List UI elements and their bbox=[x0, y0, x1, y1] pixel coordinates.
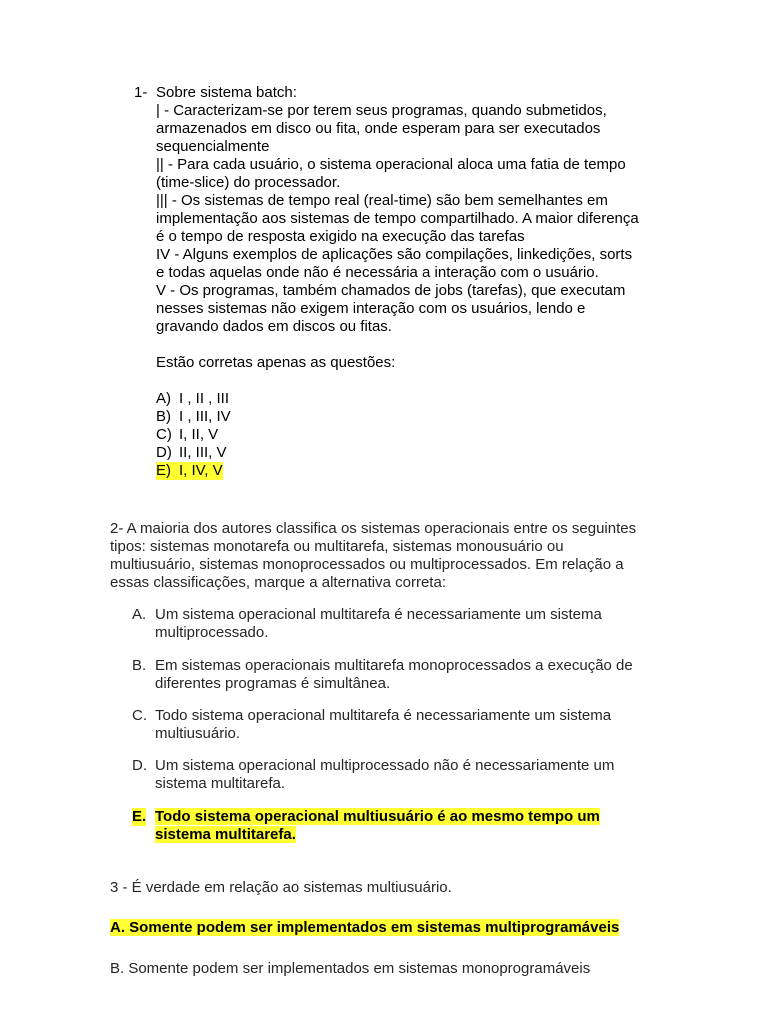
question-3-stem: 3 - É verdade em relação ao sistemas multiusuário. bbox=[110, 879, 452, 896]
statement-line: implementação aos sistemas de tempo compartilhado. A maior diferença bbox=[156, 210, 639, 227]
statement-line: nesses sistemas não exigem interação com os usuários, lendo e bbox=[156, 300, 586, 317]
question-1-title: Sobre sistema batch: bbox=[156, 84, 297, 101]
option-c: C) I, II, V bbox=[156, 426, 219, 443]
option-b: B) I , III, IV bbox=[156, 408, 231, 425]
statement-line: ||| - Os sistemas de tempo real (real-time) são bem semelhantes em bbox=[156, 192, 608, 209]
question-3-option-b: B. Somente podem ser implementados em sistemas monoprogramáveis bbox=[110, 960, 591, 977]
question-3-option-a-correct: A. Somente podem ser implementados em sistemas multiprogramáveis bbox=[110, 919, 620, 936]
question-1-prompt: Estão corretas apenas as questões: bbox=[156, 354, 396, 371]
statement-line: gravando dados em discos ou fitas. bbox=[156, 318, 392, 335]
statement-line: armazenados em disco ou fita, onde esperam para ser executados bbox=[156, 120, 601, 137]
statement-line: sequencialmente bbox=[156, 138, 270, 155]
statement-line: IV - Alguns exemplos de aplicações são compilações, linkedições, sorts bbox=[156, 246, 633, 263]
statement-line: || - Para cada usuário, o sistema operacional aloca uma fatia de tempo bbox=[156, 156, 626, 173]
statement-line: | - Caracterizam-se por terem seus programas, quando submetidos, bbox=[156, 102, 607, 119]
question-1-body bbox=[156, 84, 656, 480]
statement-line: (time-slice) do processador. bbox=[156, 174, 341, 191]
question-2-stem: 2- A maioria dos autores classifica os sistemas operacionais entre os seguintes tipos: sistemas monotarefa ou multitarefa, sistemas monousuário ou multiusuário, sistemas monoprocessados ou multiprocessados. Em relação a essas classificações, marque a alternativa correta: bbox=[110, 520, 637, 591]
option-d: D) II, III, V bbox=[156, 444, 227, 461]
question-1-number: 1- bbox=[134, 84, 148, 101]
statement-line: e todas aquelas onde não é necessária a interação com o usuário. bbox=[156, 264, 599, 281]
correct-answer-highlight: E) I, IV, V bbox=[156, 462, 223, 479]
question-2: 2- A maioria dos autores classifica os sistemas operacionais entre os seguintes tipos: sistemas monotarefa ou multitarefa, sistemas monousuário ou multiusuário, sistemas monoprocessados ou multiprocessados. Em relação a essas classificações, marque a alternativa correta: A. Um sistema operacional multitarefa é necessariamente um sistema multiprocessado. B. Em sistemas operacionais multitarefa monoprocessados a execução de diferentes programas é simultânea. C. Todo sistema operacional multitarefa é necessariamente um sistema multiusuário. D. Um sistema operacional multiprocessado não é necessariamente um sistema multitarefa. E. Todo sistema operacional multiusuário é ao mesmo tempo um sistema multitarefa. bbox=[110, 520, 650, 592]
option-a: A) I , II , III bbox=[156, 390, 230, 407]
option-e-correct bbox=[156, 462, 656, 480]
statement-line: V - Os programas, também chamados de jobs (tarefas), que executam bbox=[156, 282, 626, 299]
statement-line: é o tempo de resposta exigido na execução das tarefas bbox=[156, 228, 525, 245]
